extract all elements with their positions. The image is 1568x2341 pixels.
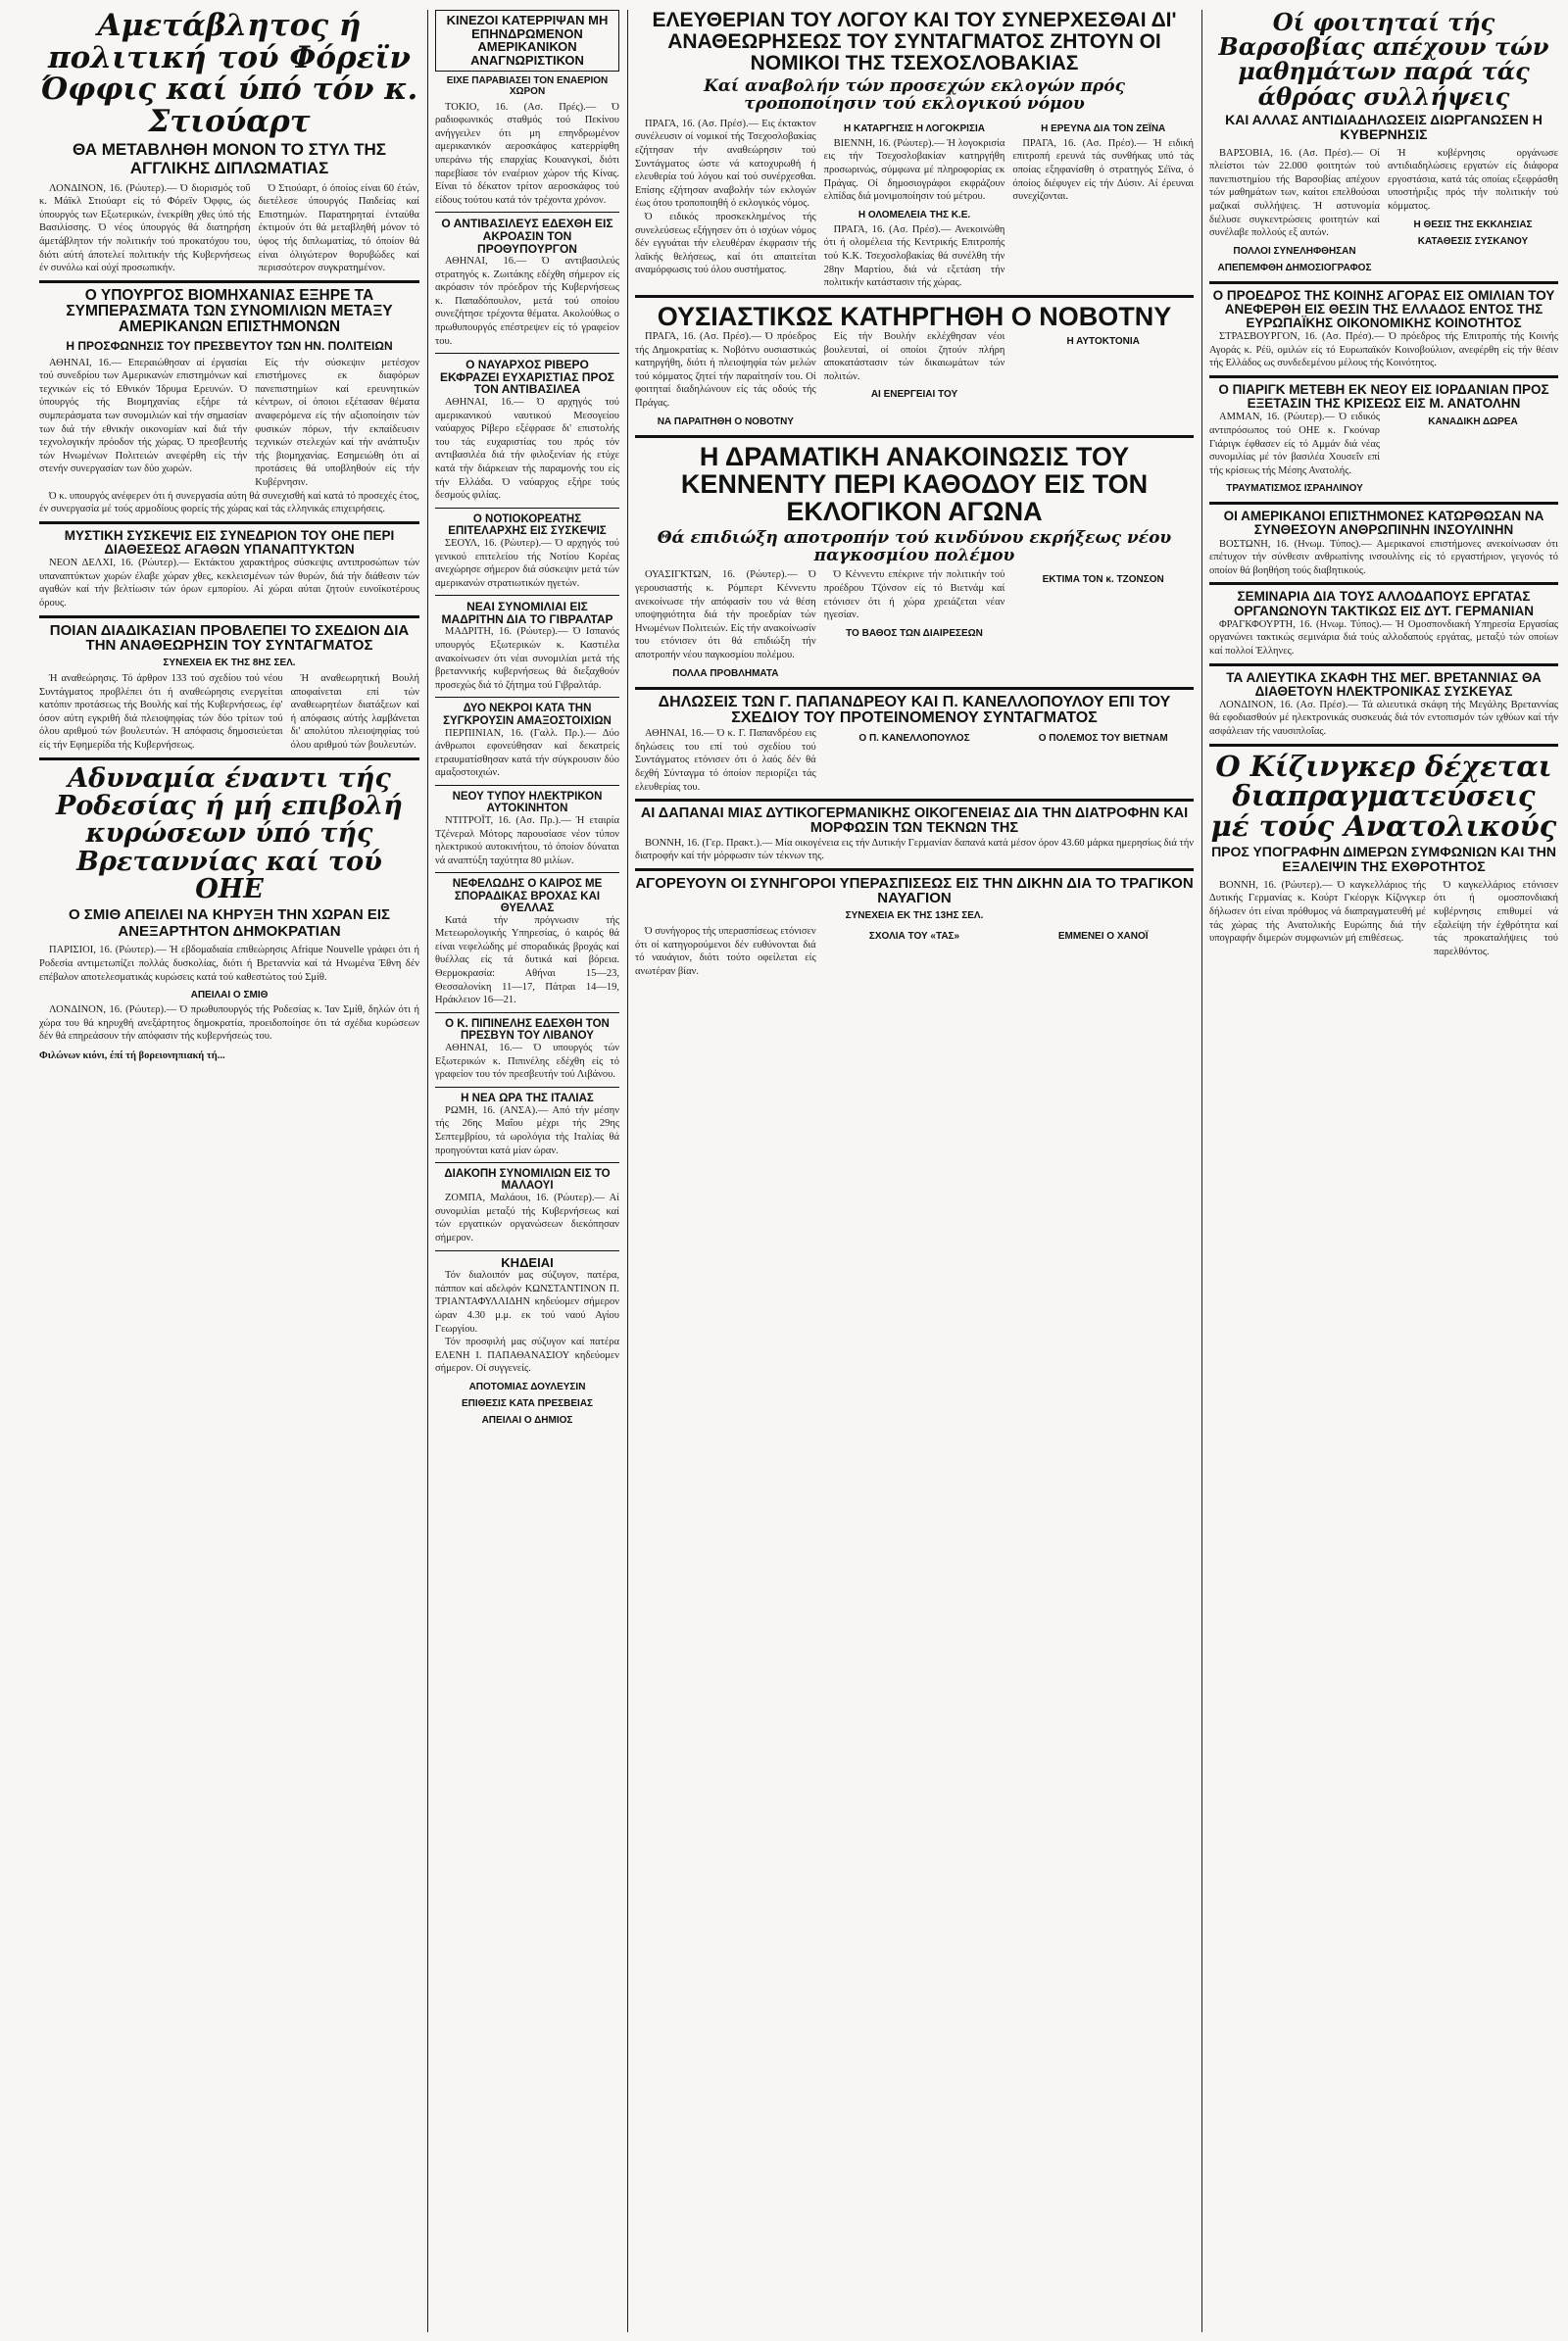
headline-kiesinger: Ο Κίζινγκερ δέχεται διαπραγματεύσεις μέ τούς Ανατολικούς	[1210, 749, 1557, 843]
subhead-elections: Καί αναβολήν τών προσεχών εκλογών πρός τροποποίησιν τού εκλογικού νόμου	[704, 76, 1125, 114]
headline-rhodesia: Αδυναμία έναντι τής Ροδεσίας ή μή επιβολή κυρώσεων ύπό τής Βρεταννίας καί τού ΟΗΕ	[56, 762, 403, 904]
subhead-kiesinger: ΠΡΟΣ ΥΠΟΓΡΑΦΗΝ ΔΙΜΕΡΩΝ ΣΥΜΦΩΝΙΩΝ ΚΑΙ ΤΗΝ ΕΞΑΛΕΙΨΙΝ ΤΗΣ ΕΧΘΡΟΤΗΤΟΣ	[1211, 843, 1556, 875]
headline-pipinelis: Ο Κ. ΠΙΠΙΝΕΛΗΣ ΕΔΕΧΘΗ ΤΟΝ ΠΡΕΣΒΥΝ ΤΟΥ ΛΙΒΑΝΟΥ	[445, 1017, 610, 1042]
article-text: ΠΡΑΓΑ, 16. (Ασ. Πρέσ).— Ή ειδική επιτροπή ερευνά τάς συνθήκας υπό τάς οποίας εξηφανίσθη ό στρατηγός Σέϊνα, ό όποίος διέφυγεν είς τήν Δύσιν. Αί έρευναι συνεχίζονται.	[1012, 137, 1194, 203]
article-text: ΠΑΡΙΣΙΟΙ, 16. (Ρώυτερ).— Ή εβδομαδιαία επιθεώρησις Afrique Nouvelle γράφει ότι ή Ροδεσία αντιμετωπίζει πολλάς δυσκολίας, διότι ή Βρεταννία καί τά Ηνωμένα Έθνη δέν επέβαλον αποτελεσματικάς κυρώσεις κατά τού καθεστώτος τού Σμίθ.	[39, 945, 419, 983]
article-text: Είς τήν Βουλήν εκλέχθησαν νέοι βουλευταί, οί οποίοι ζητούν πλήρη αποκατάστασιν τών δικαιωμάτων τών πολιτών.	[823, 331, 1005, 382]
headline-weather: ΝΕΦΕΛΩΔΗΣ Ο ΚΑΙΡΟΣ ΜΕ ΣΠΟΡΑΔΙΚΑΣ ΒΡΟΧΑΣ ΚΑΙ ΘΥΕΛΛΑΣ	[452, 878, 603, 914]
section-heading: Η ΕΡΕΥΝΑ ΔΙΑ ΤΟΝ ΖΕΪΝΑ	[1041, 122, 1166, 134]
headline-seminars: ΣΕΜΙΝΑΡΙΑ ΔΙΑ ΤΟΥΣ ΑΛΛΟΔΑΠΟΥΣ ΕΡΓΑΤΑΣ ΟΡΓΑΝΩΝΟΥΝ ΤΑΚΤΙΚΩΣ ΕΙΣ ΔΥΤ. ΓΕΡΜΑΝΙΑΝ	[1234, 589, 1534, 618]
article-text: ΒΟΝΝΗ, 16. (Γερ. Πρακτ.).— Μία οικογένεια εις τήν Δυτικήν Γερμανίαν δαπανά κατά μέσον όρον 43.60 μάρκα ημερησίως διά τήν διατροφήν καί τήν μόρφωσιν τών τέκνων της.	[635, 837, 1194, 862]
article-text: ΛΟΝΔΙΝΟΝ, 16. (Ασ. Πρέσ).— Τά αλιευτικά σκάφη τής Μεγάλης Βρεταννίας θά εφοδιασθούν μέ ηλεκτρονικάς συσκευάς διά τόν εντοπισμόν τών ιχθύων καί τήν ασφάλειαν τής ναυσιπλοΐας.	[1209, 699, 1558, 738]
article-text: ΖΟΜΠΑ, Μαλάουι, 16. (Ρώυτερ).— Αί συνομιλίαι μεταξύ τής Κυβερνήσεως καί τών εργατικών οργανώσεων διεκόπησαν σήμερον.	[435, 1193, 619, 1244]
column-rule	[627, 10, 628, 2332]
headline-industry-minister: Ο ΥΠΟΥΡΓΟΣ ΒΙΟΜΗΧΑΝΙΑΣ ΕΞΗΡΕ ΤΑ ΣΥΜΠΕΡΑΣΜΑΤΑ ΤΩΝ ΣΥΝΟΜΙΛΙΩΝ ΜΕΤΑΞΥ ΑΜΕΡΙΚΑΝΩΝ ΕΠΙΣΤΗΜΟΝΩΝ	[66, 286, 393, 336]
subhead-smith: Ο ΣΜΙΘ ΑΠΕΙΛΕΙ ΝΑ ΚΗΡΥΞΗ ΤΗΝ ΧΩΡΑΝ ΕΙΣ ΑΝΕΞΑΡΤΗΤΟΝ ΔΗΜΟΚΡΑΤΙΑΝ	[68, 906, 391, 940]
headline-train-collision: ΔΥΟ ΝΕΚΡΟΙ ΚΑΤΑ ΤΗΝ ΣΥΓΚΡΟΥΣΙΝ ΑΜΑΞΟΣΤΟΙΧΙΩΝ	[443, 703, 612, 727]
article-text: Τόν διαλοιπόν μας σύζυγον, πατέρα, πάππον καί αδελφόν ΚΩΝΣΤΑΝΤΙΝΟΝ Π. ΤΡΙΑΝΤΑΦΥΛΛΙΔΗΝ κηδεύομεν σήμερον ώραν 4.30 μ.μ. εκ τού ναού Αγίου Γεωργίου.	[435, 1270, 619, 1335]
article-text: ΑΘΗΝΑΙ, 16.— Ό αρχηγός τού αμερικανικού ναυτικού Μεσογείου ναύαρχος Ρίβερο εξέφρασε δι' επιστολής του τάς ευχαριστίας του πρός τόν αντιβασιλέα διά τήν φιλοξενίαν ής ετύχε κατά τήν διάρκειαν τής παραμονής του είς τήν Ελλάδα. Ό ναύαρχος εξήρε τούς δεσμούς φιλίας.	[435, 397, 619, 502]
headline-warsaw-students: Οί φοιτηταί τής Βαρσοβίας απέχουν τών μαθημάτων παρά τάς άθρόας συλλήψεις	[1218, 10, 1549, 111]
section-heading: ΚΑΤΑΘΕΣΙΣ ΣΥΣΚΑΝΟΥ	[1417, 235, 1529, 247]
headline-un-conference: ΜΥΣΤΙΚΗ ΣΥΣΚΕΨΙΣ ΕΙΣ ΣΥΝΕΔΡΙΟΝ ΤΟΥ ΟΗΕ ΠΕΡΙ ΔΙΑΘΕΣΕΩΣ ΑΓΑΘΩΝ ΥΠΑΝΑΠΤΥΚΤΩΝ	[64, 527, 395, 557]
section-heading: ΑΠΕΠΕΜΦΘΗ ΔΗΜΟΣΙΟΓΡΑΦΟΣ	[1217, 262, 1372, 273]
headline-jarring: Ο ΠΙΑΡΙΓΚ ΜΕΤΕΒΗ ΕΚ ΝΕΟΥ ΕΙΣ ΙΟΡΔΑΝΙΑΝ ΠΡΟΣ ΕΞΕΤΑΣΙΝ ΤΗΣ ΚΡΙΣΕΩΣ ΕΙΣ Μ. ΑΝΑΤΟΛΗΝ	[1218, 381, 1549, 412]
section-heading: ΑΠΕΙΛΑΙ Ο ΣΜΙΘ	[190, 990, 269, 1001]
section-heading: Η ΚΑΤΑΡΓΗΣΙΣ Η ΛΟΓΟΚΡΙΣΙΑ	[844, 122, 985, 134]
article-text: Ό κ. υπουργός ανέφερεν ότι ή συνεργασία αύτη θά συνεχισθή καί κατά τό προσεχές έτος, έν συνεργασία μέ τούς αρμοδίους φορείς τής χώρας καί τάς ελληνικάς επιχειρήσεις.	[39, 490, 419, 515]
article-text: ΒΟΝΝΗ, 16. (Ρώυτερ).— Ό καγκελλάριος τής Δυτικής Γερμανίας κ. Κούρτ Γκέοργκ Κίζινγκερ δήλωσεν ότι είναι πρόθυμος νά διαπραγματευθή μέ τάς χώρας τής Ανατολικής Ευρώπης διά τήν υπογραφήν διμερών συμφωνιών μή επιθέσεως.	[1209, 879, 1426, 945]
column-left	[39, 10, 419, 2332]
footer-line: Φιλώνων κιόνι, έπί τή βορειονηπιακή τή...	[39, 1049, 225, 1061]
article-text: ΑΘΗΝΑΙ, 16.— Ό κ. Γ. Παπανδρέου εις δηλώσεις του επί τού σχεδίου τού Συντάγματος ετόνισεν ότι ό λαός δέν θά δεχθή Σύνταγμα τό όποίον περιορίζει τάς ελευθερίας του.	[635, 728, 816, 793]
subhead-counter-demos: ΚΑΙ ΑΛΛΑΣ ΑΝΤΙΔΙΑΔΗΛΩΣΕΙΣ ΔΙΩΡΓΑΝΩΣΕΝ Η ΚΥΒΕΡΝΗΣΙΣ	[1225, 111, 1543, 143]
section-heading: ΑΠΕΙΛΑΙ Ο ΔΗΜΙΟΣ	[481, 1415, 573, 1427]
article-text: ΝΕΟΝ ΔΕΛΧΙ, 16. (Ρώυτερ).— Εκτάκτου χαρακτήρος σύσκεψις αντιπροσώπων τών υπαναπτύκτων χωρών έλαβε χώραν χθες, κεκλεισμένων τών θυρών, διά τήν διάθεσιν τών αγαθών καί τήν βελτίωσιν τών όρων εμπορίου. Αί χώραι αύται ζητούν ευνοϊκοτέρους όρους.	[39, 558, 419, 609]
headline-electric-car: ΝΕΟΥ ΤΥΠΟΥ ΗΛΕΚΤΡΙΚΟΝ ΑΥΤΟΚΙΝΗΤΟΝ	[452, 790, 603, 814]
article-text: ΑΘΗΝΑΙ, 16.— Ό αντιβασιλεύς στρατηγός κ. Ζωιτάκης εδέχθη σήμερον είς ακρόασιν τόν πρόεδρον τής Κυβερνήσεως κ. Παπαδόπουλον, μετά τού οποίου συνεζήτησε τρέχοντα θέματα. Ακολούθως ο πρωθυπουργός επέστρεψεν είς τό γραφείον του.	[435, 256, 619, 347]
headline-constitution-procedure: ΠΟΙΑΝ ΔΙΑΔΙΚΑΣΙΑΝ ΠΡΟΒΛΕΠΕΙ ΤΟ ΣΧΕΔΙΟΝ ΔΙΑ ΤΗΝ ΑΝΑΘΕΩΡΗΣΙΝ ΤΟΥ ΣΥΝΤΑΓΜΑΤΟΣ	[49, 621, 410, 655]
section-heading: ΠΟΛΛΟΙ ΣΥΝΕΛΗΦΘΗΣΑΝ	[1233, 245, 1356, 257]
headline-foreign-office: Αμετάβλητος ή πολιτική τού Φόρεϊν Όφφις καί ύπό τόν κ. Στιούαρτ	[40, 10, 418, 139]
section-heading: ΝΑ ΠΑΡΑΙΤΗΘΗ Ο ΝΟΒΟΤΝΥ	[657, 415, 794, 427]
headline-novotny: ΟΥΣΙΑΣΤΙΚΩΣ ΚΑΤΗΡΓΗΘΗ Ο ΝΟΒΟΤΝΥ	[657, 301, 1172, 331]
article-text: ΝΤΙΤΡΟΪΤ, 16. (Ασ. Πρ.).— Ή εταιρία Τζένεραλ Μότορς παρουσίασε νέον τύπον ηλεκτρικού αυτοκινήτου, τό όποίον δύναται νά αναπτύξη ταχύτητα 80 μιλίων.	[435, 815, 619, 866]
article-text: ΡΩΜΗ, 16. (ΑΝΣΑ).— Από τήν μέσην τής 26ης Μαΐου μέχρι τής 29ης Σεπτεμβρίου, τά ωρολόγια τής Ιταλίας θά προηγούνται κατά μίαν ώραν.	[435, 1104, 619, 1156]
article-text: Είς τήν σύσκεψιν μετέσχον επιστήμονες εκ διαφόρων πανεπιστημίων καί ερευνητικών κέντρων, οί όποιοι εξέτασαν θέματα αναφερόμενα είς τήν αξιοποίησιν τών φυσικών πόρων, τήν εκπαίδευσιν τεχνικών στελεχών καί τήν ανάπτυξιν τής βιομηχανίας. Εσημειώθη ότι αί προτάσεις θά υποβληθούν είς τήν Κυβέρνησιν.	[255, 357, 419, 489]
headline-regent: Ο ΑΝΤΙΒΑΣΙΛΕΥΣ ΕΔΕΧΘΗ ΕΙΣ ΑΚΡΟΑΣΙΝ ΤΟΝ ΠΡΟΘΥΠΟΥΡΓΟΝ	[441, 217, 613, 256]
headline-south-korea: Ο ΝΟΤΙΟΚΟΡΕΑΤΗΣ ΕΠΙΤΕΛΑΡΧΗΣ ΕΙΣ ΣΥΣΚΕΨΙΣ	[448, 512, 607, 537]
article-text: ΤΟΚΙΟ, 16. (Ασ. Πρές).— Ό ραδιοφωνικός σταθμός τού Πεκίνου ανήγγειλεν ότι μη επηνδρωμένον αμερικανικόν αεροσκάφος κατερρίφθη υπεράνω τής επαρχίας Κουανγκσί, διότι παρεβίασε τόν εναέριον χώρον τής Κίνας. Είναι τό δέκατον τρίτον αεροσκάφος τού είδους τούτου κατά τόν τρέχοντα χρόνον.	[435, 101, 619, 206]
article-text: Ή αναθεωρητική Βουλή αποφαίνεται επί τών αναθεωρητέων διατάξεων καί ή απόφασις αύτής λαμβάνεται δι' απολύτου πλειοψηφίας τού όλου αριθμού τών βουλευτών.	[290, 673, 419, 752]
headline-chinese-downed: ΚΙΝΕΖΟΙ ΚΑΤΕΡΡΙΨΑΝ ΜΗ ΕΠΗΝΔΡΩΜΕΝΟΝ ΑΜΕΡΙΚΑΝΙΚΟΝ ΑΝΑΓΝΩΡΙΣΤΙΚΟΝ	[446, 13, 609, 68]
section-heading: ΚΑΝΑΔΙΚΗ ΔΩΡΕΑ	[1428, 416, 1518, 428]
section-heading: ΑΠΟΤΟΜΙΑΣ ΔΟΥΛΕΥΣΙΝ	[468, 1382, 586, 1393]
headline-insulin: ΟΙ ΑΜΕΡΙΚΑΝΟΙ ΕΠΙΣΤΗΜΟΝΕΣ ΚΑΤΩΡΘΩΣΑΝ ΝΑ ΣΥΝΘΕΣΟΥΝ ΑΝΘΡΩΠΙΝΗΝ ΙΝΣΟΥΛΙΝΗΝ	[1223, 509, 1544, 538]
article-text: ΑΜΜΑΝ, 16. (Ρώυτερ).— Ό ειδικός αντιπρόσωπος τού ΟΗΕ κ. Γκούναρ Γιάριγκ έφθασεν είς τό Αμμάν διά νέας συνομιλίας μέ τόν βασιλέα Χουσεΐν επί τής κρίσεως τής Μέσης Ανατολής.	[1209, 412, 1380, 476]
continuation-note: ΣΥΝΕΧΕΙΑ ΕΚ ΤΗΣ 8ΗΣ ΣΕΛ.	[163, 658, 296, 669]
headline-funerals: ΚΗΔΕΙΑΙ	[501, 1254, 554, 1270]
article-text: ΛΟΝΔΙΝΟΝ, 16. (Ρώυτερ).— Ό διορισμός τοΰ κ. Μάϊκλ Στιούαρτ είς τό Φόρεϊν Όφφις, ώς ύπουργός των Εξωτερικών, ένεκρίθη χθες ύπό τής Βασιλίσσης. Ό νέος ύπουργός θά διατηρήση άμετάβλητον τήν πολιτικήν τού προκατόχου του, διότι αύτή άποτελεί πολιτικήν τής Κυβερνήσεως έν συνόλω καί ούχί προσωπικήν.	[39, 182, 251, 274]
article-text: Ό Στιούαρτ, ό όποίος είναι 60 έτών, διετέλεσε ύπουργός Παιδείας καί Επιστημών. Παρατηρηταί ένταύθα έκτιμούν ότι θά μεταβληθή μόνον τό ύφος τής διπλωματίας, τό όποίον θά είναι όλιγώτερον θορυβώδες καί περισσότερον συγκρατημένον.	[258, 182, 419, 274]
section-heading: ΣΧΟΛΙΑ ΤΟΥ «ΤΑΣ»	[868, 931, 960, 943]
subhead-foreign-office: ΘΑ ΜΕΤΑΒΛΗΘΗ ΜΟΝΟΝ ΤΟ ΣΤΥΛ ΤΗΣ ΑΓΓΛΙΚΗΣ ΔΙΠΛΩΜΑΤΙΑΣ	[73, 140, 386, 177]
column-center	[635, 10, 1194, 2332]
article-text: Ή κυβέρνησις οργάνωσε αντιδιαδηλώσεις εργατών είς διάφορα εργοστάσια, κατά τάς οποίας εξεφράσθη υποστήριξις πρός τήν πολιτικήν τού κόμματος.	[1388, 147, 1558, 212]
article-text: ΣΕΟΥΛ, 16. (Ρώυτερ).— Ό αρχηγός τού γενικού επιτελείου τής Νοτίου Κορέας ανεχώρησε σήμερον διά σύσκεψιν μετά τών αμερικανών στρατιωτικών ηγετών.	[435, 537, 619, 589]
article-text: Τόν προσφιλή μας σύζυγον καί πατέρα ΕΛΕΝΗ Ι. ΠΑΠΑΘΑΝΑΣΙΟΥ κηδεύομεν σήμερον. Οί συγγενείς.	[435, 1337, 619, 1375]
continuation-note: ΣΥΝΕΧΕΙΑ ΕΚ ΤΗΣ 13ΗΣ ΣΕΛ.	[845, 910, 984, 922]
article-text: ΒΑΡΣΟΒΙΑ, 16. (Ασ. Πρέσ).— Οί πλείστοι τών 22.000 φοιτητών τού πανεπιστημίου τής Βαρσοβίας απέχουν τών μαθημάτων των, καίτοι επελθούσαι μαζικαί συλλήψεις. Ή αστυνομία διέλυσε συγκεντρώσεις φοιτητών καί συνέλαβε πολλούς εξ αυτών.	[1209, 147, 1380, 239]
article-text: Ό καγκελλάριος ετόνισεν ότι ή ομοσπονδιακή κυβέρνησις επιθυμεί νά εξαλείψη τήν έχθρότητα καί τάς προκαταλήψεις τού παρελθόντος.	[1433, 879, 1558, 957]
section-heading: Η ΑΥΤΟΚΤΟΝΙΑ	[1066, 336, 1140, 348]
section-heading: Ο Π. ΚΑΝΕΛΛΟΠΟΥΛΟΣ	[858, 733, 970, 745]
headline-gibraltar: ΝΕΑΙ ΣΥΝΟΜΙΛΙΑΙ ΕΙΣ ΜΑΔΡΙΤΗΝ ΔΙΑ ΤΟ ΓΙΒΡΑΛΤΑΡ	[441, 600, 613, 626]
article-text: Κατά τήν πρόγνωσιν τής Μετεωρολογικής Υπηρεσίας, ό καιρός θά είναι νεφελώδης μέ σποραδικάς βροχάς καί θυέλλας είς τά δυτικά καί βόρεια. Θερμοκρασία: Αθήναι 15—23, Θεσσαλονίκη 11—17, Πάτραι 14—19, Ηράκλειον 16—21.	[435, 914, 619, 1006]
section-heading: Ο ΠΟΛΕΜΟΣ ΤΟΥ ΒΙΕΤΝΑΜ	[1038, 733, 1168, 745]
article-text: ΠΕΡΠΙΝΙΑΝ, 16. (Γαλλ. Πρ.).— Δύο άνθρωποι εφονεύθησαν καί δεκατρείς ετραυματίσθησαν κατά τήν σύγκρουσιν δύο αμαξοστοιχιών.	[435, 727, 619, 779]
headline-kennedy: Η ΔΡΑΜΑΤΙΚΗ ΑΝΑΚΟΙΝΩΣΙΣ ΤΟΥ ΚΕΝΝΕΝΤΥ ΠΕΡΙ ΚΑΘΟΔΟΥ ΕΙΣ ΤΟΝ ΕΚΛΟΓΙΚΟΝ ΑΓΩΝΑ	[680, 441, 1149, 527]
headline-italy-time: Η ΝΕΑ ΩΡΑ ΤΗΣ ΙΤΑΛΙΑΣ	[461, 1092, 594, 1104]
section-heading: ΤΟ ΒΑΘΟΣ ΤΩΝ ΔΙΑΙΡΕΣΕΩΝ	[846, 627, 983, 639]
article-text: ΠΡΑΓΑ, 16. (Ασ. Πρέσ).— Ανεκοινώθη ότι ή ολομέλεια τής Κεντρικής Επιτροπής τού Κ.Κ. Τσεχοσλοβακίας θά συνέλθη τήν 28ην Μαρτίου, διά νά εξετάση τήν πολιτικήν κατάστασιν τής χώρας.	[823, 223, 1005, 289]
article-text: ΦΡΑΓΚΦΟΥΡΤΗ, 16. (Ηνωμ. Τύπος).— Ή Ομοσπονδιακή Υπηρεσία Εργασίας οργανώνει τακτικώς σεμινάρια διά τούς αλλοδαπούς εργάτας, μεταξύ τών οποίων καί πολλοί Έλληνες.	[1209, 618, 1558, 657]
section-heading: Η ΘΕΣΙΣ ΤΗΣ ΕΚΚΛΗΣΙΑΣ	[1413, 219, 1533, 230]
subhead-kennedy: Θά επιδιώξη αποτροπήν τού κινδύνου εκρήξεως νέου παγκοσμίου πολέμου	[657, 527, 1172, 565]
article-text: ΒΟΣΤΩΝΗ, 16. (Ηνωμ. Τύπος).— Αμερικανοί επιστήμονες ανεκοίνωσαν ότι επέτυχον τήν σύνθεσιν ανθρωπίνης ινσουλίνης είς τό εργαστήριον, γεγονός τό οποίον θά βοηθήση τούς διαβητικούς.	[1209, 538, 1558, 576]
article-text: ΜΑΔΡΙΤΗ, 16. (Ρώυτερ).— Ό Ισπανός υπουργός Εξωτερικών κ. Καστιέλα ανακοίνωσεν ότι νέαι συνομιλίαι μετά τής βρεταννικής κυβερνήσεως θά διεξαχθούν προσεχώς διά τό ζήτημα τού Γιβραλτάρ.	[435, 626, 619, 691]
headline-admiral-rivero: Ο ΝΑΥΑΡΧΟΣ ΡΙΒΕΡΟ ΕΚΦΡΑΖΕΙ ΕΥΧΑΡΙΣΤΙΑΣ ΠΡΟΣ ΤΟΝ ΑΝΤΙΒΑΣΙΛΕΑ	[439, 358, 615, 397]
article-text: ΠΡΑΓΑ, 16. (Ασ. Πρέσ).— Ό πρόεδρος τής Δημοκρατίας κ. Νοβότνυ ουσιαστικώς κατηργήθη, διότι ή πλειοψηφία τών μελών τού κόμματος ζητεί τήν παραίτησίν του. Οί φοιτηταί διαδηλώνουν είς τάς οδούς τής Πράγας.	[635, 331, 816, 410]
column-rule	[427, 10, 428, 2332]
article-text: ΑΘΗΝΑΙ, 16.— Επεραιώθησαν αί έργασίαι τού συνεδρίου των Αμερικανών επιστημόνων καί τεχνικών είς τό Εθνικόν Ίδρυμα Ερευνών. Ό ύπουργός τής Βιομηχανίας εξήρε τά συμπεράσματα των συνομιλιών καί τήν σημασίαν των διά τήν εθνικήν οικονομίαν καί διά τήν τεχνολογικήν πρόοδον τής χώρας. Ό πρεσβευτής τών Ηνωμένων Πολιτειών ανεφέρθη είς τήν στενήν συνεργασίαν των δύο χωρών.	[39, 357, 248, 475]
headline-common-market: Ο ΠΡΟΕΔΡΟΣ ΤΗΣ ΚΟΙΝΗΣ ΑΓΟΡΑΣ ΕΙΣ ΟΜΙΛΙΑΝ ΤΟΥ ΑΝΕΦΕΡΘΗ ΕΙΣ ΘΕΣΙΝ ΤΗΣ ΕΛΛΑΔΟΣ ΕΝΤΟΣ ΤΗΣ ΕΥΡΩΠΑΪΚΗΣ ΟΙΚΟΝΟΜΙΚΗΣ ΚΟΙΝΟΤΗΤΟΣ	[1212, 287, 1555, 331]
section-heading: Η ΟΛΟΜΕΛΕΙΑ ΤΗΣ Κ.Ε.	[858, 209, 971, 220]
article-text: ΣΤΡΑΣΒΟΥΡΓΟΝ, 16. (Ασ. Πρέσ).— Ό πρόεδρος τής Επιτροπής τής Κοινής Αγοράς κ. Ρέϋ, ομιλών είς τό Ευρωπαϊκόν Κοινοβούλιον, ανεφέρθη είς τήν θέσιν τής Ελλάδος ως συνδεδεμένου μέλους τής Κοινότητος.	[1209, 331, 1558, 369]
article-text: Ό Κέννεντυ επέκρινε τήν πολιτικήν τού προέδρου Τζόνσον είς τό Βιετνάμ καί ετόνισεν ότι ή χώρα χρειάζεται νέαν ηγεσίαν.	[823, 569, 1005, 621]
article-text: ΑΘΗΝΑΙ, 16.— Ό υπουργός τών Εξωτερικών κ. Πιπινέλης εδέχθη είς τό γραφείον του τόν πρεσβευτήν τού Λιβάνου.	[435, 1042, 619, 1081]
section-heading: ΕΜΜΕΝΕΙ Ο ΧΑΝΟΪ	[1057, 931, 1149, 943]
section-heading: ΕΚΤΙΜΑ ΤΟΝ κ. ΤΖΟΝΣΟΝ	[1042, 574, 1164, 586]
headline-malawi: ΔΙΑΚΟΠΗ ΣΥΝΟΜΙΛΙΩΝ ΕΙΣ ΤΟ ΜΑΛΑΟΥΙ	[444, 1168, 611, 1193]
column-second	[435, 10, 619, 2332]
subhead-ambassador: Η ΠΡΟΣΦΩΝΗΣΙΣ ΤΟΥ ΠΡΕΣΒΕΥΤΟΥ ΤΩΝ ΗΝ. ΠΟΛΙΤΕΙΩΝ	[66, 338, 393, 353]
headline-czech-lawyers: ΕΛΕΥΘΕΡΙΑΝ ΤΟΥ ΛΟΓΟΥ ΚΑΙ ΤΟΥ ΣΥΝΕΡΧΕΣΘΑΙ ΔΙ' ΑΝΑΘΕΩΡΗΣΕΩΣ ΤΟΥ ΣΥΝΤΑΓΜΑΤΟΣ ΖΗΤΟΥΝ ΟΙ ΝΟΜΙΚΟΙ ΤΗΣ ΤΣΕΧΟΣΛΟΒΑΚΙΑΣ	[652, 10, 1177, 75]
section-heading: ΤΡΑΥΜΑΤΙΣΜΟΣ ΙΣΡΑΗΛΙΝΟΥ	[1226, 483, 1363, 495]
article-text: ΠΡΑΓΑ, 16. (Ασ. Πρέσ).— Εις έκτακτον συνέλευσιν οί νομικοί τής Τσεχοσλοβακίας εζήτησαν τήν αναθεώρησιν τού Συντάγματος ώστε νά κατοχυρωθή ή ελευθερία τού λόγου καί τού συνέρχεσθαι. Επίσης εζήτησαν αναβολήν τών εκλογών έως ότου τροποποιηθή ό εκλογικός νόμος.	[635, 118, 816, 210]
headline-papandreou-kanellopoulos: ΔΗΛΩΣΕΙΣ ΤΩΝ Γ. ΠΑΠΑΝΔΡΕΟΥ ΚΑΙ Π. ΚΑΝΕΛΛΟΠΟΥΛΟΥ ΕΠΙ ΤΟΥ ΣΧΕΔΙΟΥ ΤΟΥ ΠΡΟΤΕΙΝΟΜΕΝΟΥ ΣΥΝΤΑΓΜΑΤΟΣ	[658, 693, 1171, 727]
section-heading: ΕΠΙΘΕΣΙΣ ΚΑΤΑ ΠΡΕΣΒΕΙΑΣ	[461, 1398, 594, 1410]
column-right	[1209, 10, 1558, 2332]
section-heading: ΠΟΛΛΑ ΠΡΟΒΛΗΜΑΤΑ	[672, 667, 779, 679]
headline-fishing-boats: ΤΑ ΑΛΙΕΥΤΙΚΑ ΣΚΑΦΗ ΤΗΣ ΜΕΓ. ΒΡΕΤΑΝΝΙΑΣ ΘΑ ΔΙΑΘΕΤΟΥΝ ΗΛΕΚΤΡΟΝΙΚΑΣ ΣΥΣΚΕΥΑΣ	[1226, 669, 1542, 699]
column-rule	[1201, 10, 1202, 2332]
headline-shipwreck-trial: ΑΓΟΡΕΥΟΥΝ ΟΙ ΣΥΝΗΓΟΡΟΙ ΥΠΕΡΑΣΠΙΣΕΩΣ ΕΙΣ ΤΗΝ ΔΙΚΗΝ ΔΙΑ ΤΟ ΤΡΑΓΙΚΟΝ ΝΑΥΑΓΙΟΝ	[635, 874, 1194, 907]
section-heading: ΑΙ ΕΝΕΡΓΕΙΑΙ ΤΟΥ	[870, 389, 958, 401]
article-text: Ή αναθεώρησις. Τό άρθρον 133 τού σχεδίου τού νέου Συντάγματος προβλέπει ότι ή αναθεώρησις ενεργείται κατόπιν προτάσεως τής Βουλής καί τής Κυβερνήσεως, έφ' όσον αύτη εγκριθή διά πλειοψηφίας τών δύο τρίτων τού όλου αριθμού τών βουλευτών. Ή απόφασις δημοσιεύεται είς τήν Εφημερίδα τής Κυβερνήσεως.	[39, 673, 283, 752]
article-text: Ό ειδικός προσκεκλημένος τής συνελεύσεως εξήγησεν ότι ό ισχύων νόμος δέν εγγυάται τήν ελευθέραν έκφρασιν τής λαϊκής θελήσεως, καί ότι απαιτείται αναμόρφωσις τού όλου συστήματος.	[635, 211, 816, 276]
article-text: ΟΥΑΣΙΓΚΤΩΝ, 16. (Ρώυτερ).— Ό γερουσιαστής κ. Ρόμπερτ Κέννεντυ ανεκοίνωσε τήν απόφασίν του νά θέση υποψηφιότητα διά τήν προεδρίαν τών Ηνωμένων Πολιτειών. Είς τήν ανακοίνωσίν του ετόνισεν ότι θά επιδιώξη τήν αποτροπήν νέου παγκοσμίου πολέμου.	[635, 569, 816, 660]
article-text: ΒΙΕΝΝΗ, 16. (Ρώυτερ).— Ή λογοκρισία εις τήν Τσεχοσλοβακίαν κατηργήθη προσωρινώς, σύμφωνα μέ πληροφορίας εκ Πράγας. Οί δημοσιογράφοι εκφράζουν ελπίδας διά μονιμοποίησιν τού μέτρου.	[823, 137, 1005, 203]
subhead-airspace: ΕΙΧΕ ΠΑΡΑΒΙΑΣΕΙ ΤΟΝ ΕΝΑΕΡΙΟΝ ΧΩΡΟΝ	[446, 74, 609, 97]
headline-west-german-family: ΑΙ ΔΑΠΑΝΑΙ ΜΙΑΣ ΔΥΤΙΚΟΓΕΡΜΑΝΙΚΗΣ ΟΙΚΟΓΕΝΕΙΑΣ ΔΙΑ ΤΗΝ ΔΙΑΤΡΟΦΗΝ ΚΑΙ ΜΟΡΦΩΣΙΝ ΤΩΝ ΤΕΚΝΩΝ ΤΗΣ	[640, 805, 1189, 837]
article-text: Ό συνήγορος τής υπερασπίσεως ετόνισεν ότι οί κατηγορούμενοι δέν ευθύνονται διά τό ναυάγιον, διότι τούτο οφείλεται είς ανωτέραν βίαν.	[635, 926, 816, 978]
article-text: ΛΟΝΔΙΝΟΝ, 16. (Ρώυτερ).— Ό πρωθυπουργός τής Ροδεσίας κ. Ίαν Σμίθ, δηλών ότι ή χώρα του θά κηρυχθή ανεξάρτητος δημοκρατία, προειδοποίησε ότι τά σχέδια κυρώσεων δέν θά επηρεάσουν τήν απόφασιν τής κυβερνήσεώς του.	[39, 1004, 419, 1043]
